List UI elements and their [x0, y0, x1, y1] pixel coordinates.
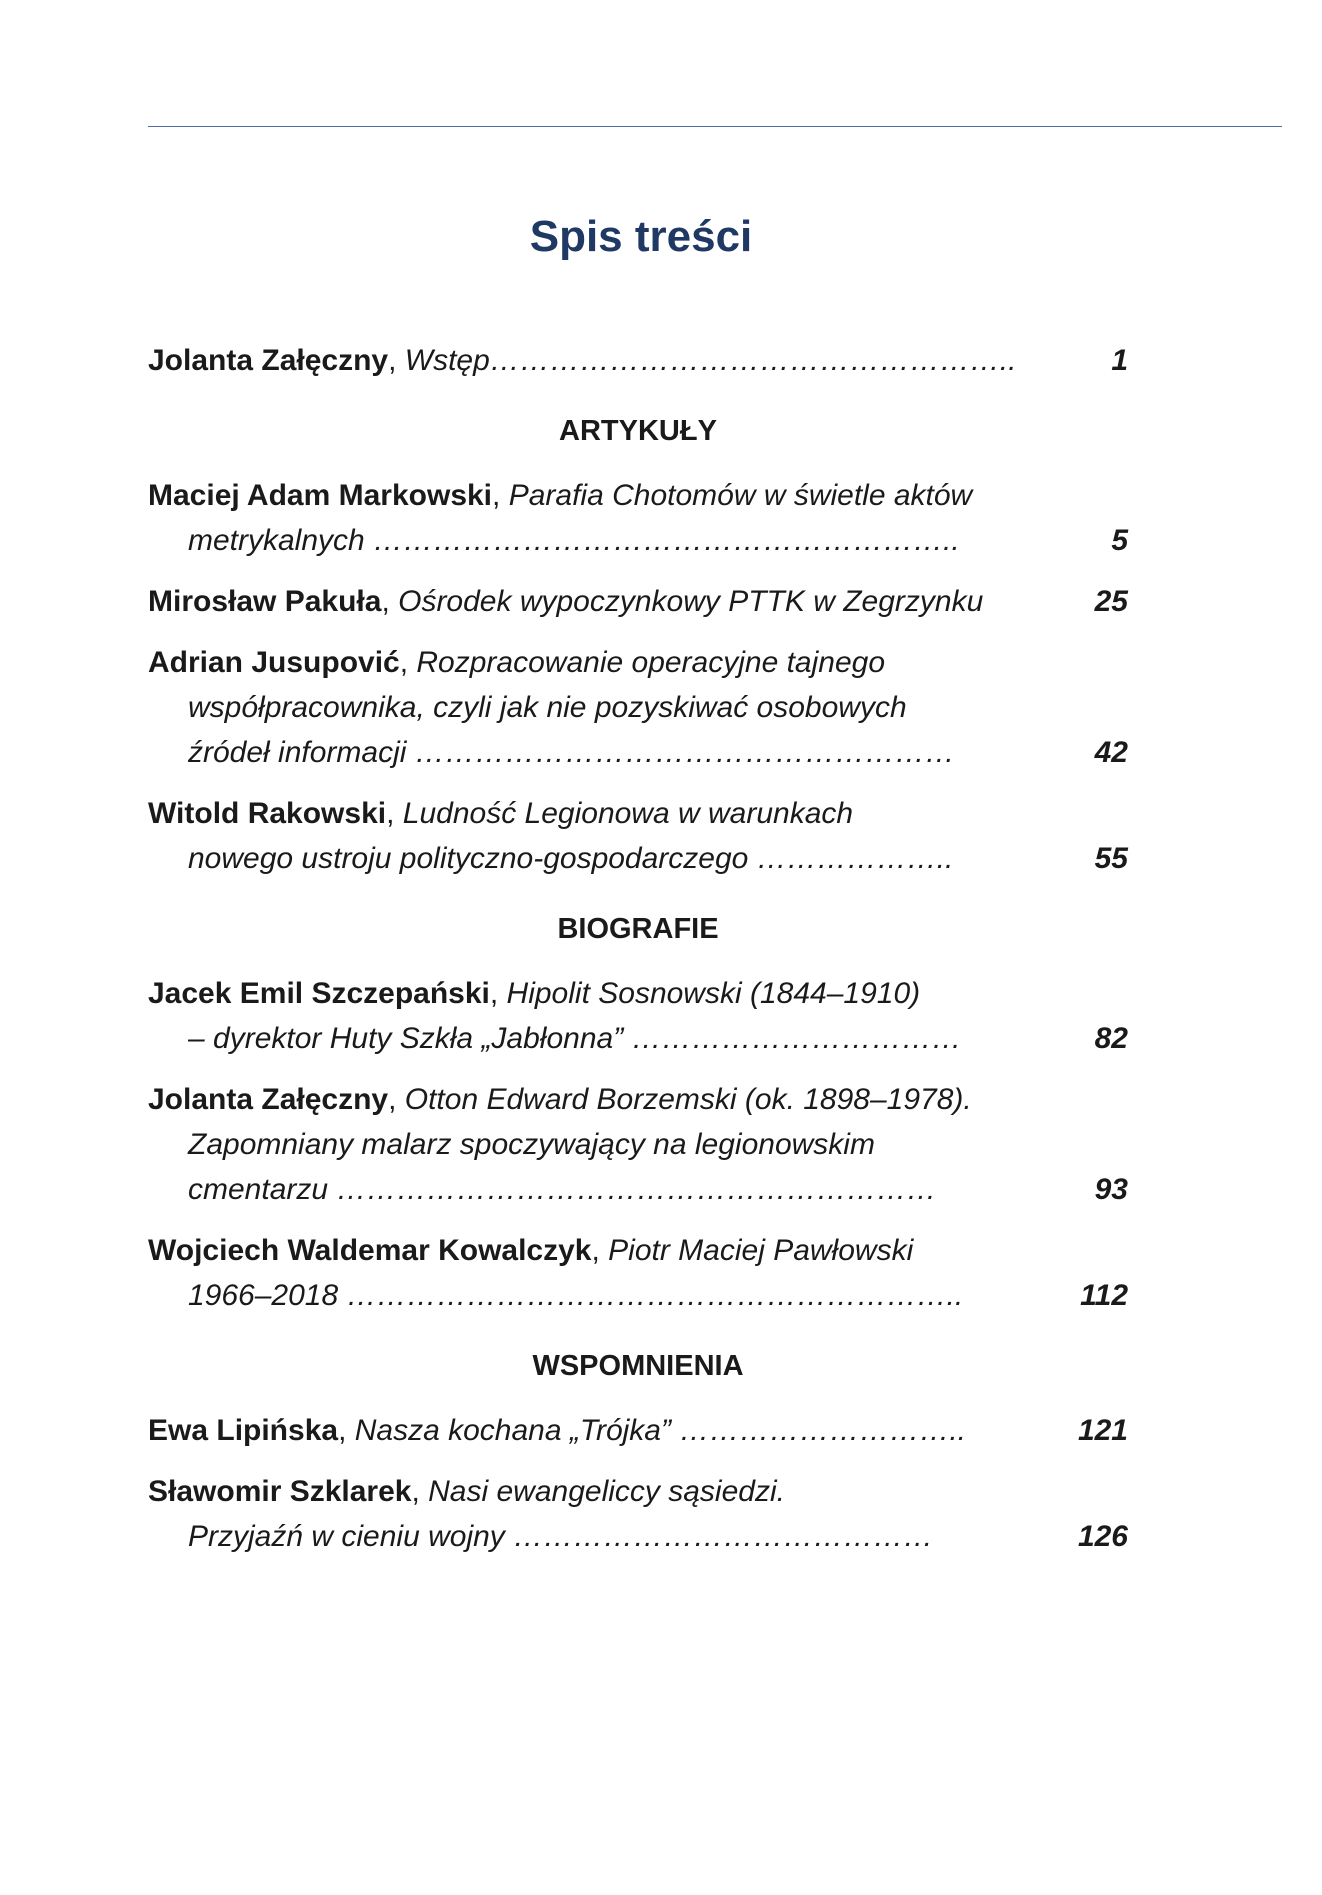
entry-author: Wojciech Waldemar Kowalczyk [148, 1234, 592, 1267]
entry-author: Adrian Jusupović [148, 646, 400, 679]
toc-entry-row [148, 791, 1128, 836]
header-rule [148, 126, 1282, 127]
toc-entry-row [148, 1167, 1128, 1212]
entry-page-number: 25 [1094, 585, 1128, 618]
entry-title: Nasi ewangeliccy sąsiedzi. [428, 1475, 785, 1508]
entry-separator: , [388, 1083, 405, 1116]
toc-entry-lipinska [148, 1408, 1128, 1453]
toc-entry-row [148, 1408, 1128, 1453]
entry-separator: , [381, 585, 399, 618]
entry-title-continued: cmentarzu …………………………………………………… [188, 1173, 937, 1206]
entry-author: Jacek Emil Szczepański [148, 977, 490, 1010]
section-heading-articles: ARTYKUŁY [559, 415, 717, 447]
toc-entry-pakula [148, 579, 1128, 624]
toc-entry-row [148, 1469, 1128, 1514]
toc-entry-row [148, 640, 1128, 685]
toc-entry-zaleczny [148, 1077, 1128, 1212]
entry-title-continued: współpracownika, czyli jak nie pozyskiwać osobowych [188, 691, 907, 724]
entry-page-number: 5 [1111, 524, 1128, 557]
toc-entry-row [148, 473, 1128, 518]
entry-separator: , [399, 646, 417, 679]
entry-title: Wstęp…………………………………………….. [404, 344, 1017, 377]
toc-entry-row [148, 1016, 1128, 1061]
toc-entry-row [148, 836, 1128, 881]
entry-title: Ośrodek wypoczynkowy PTTK w Zegrzynku [398, 585, 984, 618]
section-heading-biographies: BIOGRAFIE [557, 913, 719, 945]
entry-author: Maciej Adam Markowski [148, 479, 493, 512]
entry-separator: , [388, 344, 405, 377]
entry-separator: , [411, 1475, 429, 1508]
entry-page-number: 126 [1077, 1520, 1128, 1553]
entry-title-continued: źródeł informacji ……………………………………………… [188, 736, 955, 769]
entry-title: Piotr Maciej Pawłowski [608, 1234, 914, 1267]
toc-entry-text [148, 1408, 1058, 1453]
entry-separator: , [386, 797, 403, 830]
section-heading-memoirs: WSPOMNIENIA [532, 1350, 744, 1382]
toc-entry-text [148, 579, 1058, 624]
toc-entry-row [148, 971, 1128, 1016]
entry-title-continued: Przyjaźń w cieniu wojny …………………………………… [188, 1520, 934, 1553]
entry-page-number: 82 [1094, 1022, 1128, 1055]
toc-entry-row [148, 579, 1128, 624]
entry-title-continued: metrykalnych ………………………………………………….. [188, 524, 960, 557]
toc-entry-row [148, 338, 1128, 383]
entry-page-number: 42 [1094, 736, 1128, 769]
toc-entry-row [148, 1077, 1128, 1122]
toc-entry-szklarek [148, 1469, 1128, 1559]
entry-title-continued: nowego ustroju polityczno-gospodarczego ……………….. [188, 842, 954, 875]
entry-title-continued: Zapomniany malarz spoczywający na legionowskim [188, 1128, 875, 1161]
toc-entry-row [148, 1514, 1128, 1559]
toc-entry-row [148, 1228, 1128, 1273]
entry-page-number: 112 [1080, 1279, 1128, 1312]
toc-entry-jusupovic [148, 640, 1128, 775]
entry-title: Otton Edward Borzemski (ok. 1898–1978). [404, 1083, 972, 1116]
toc-entry-row [148, 730, 1128, 775]
toc-entry-row [148, 518, 1128, 563]
toc-entry-intro [148, 338, 1128, 383]
entry-separator: , [591, 1234, 609, 1267]
entry-title: Ludność Legionowa w warunkach [402, 797, 854, 830]
entry-page-number: 1 [1111, 344, 1128, 377]
entry-author: Sławomir Szklarek [148, 1475, 412, 1508]
entry-separator: , [492, 479, 509, 512]
toc-entry-rakowski [148, 791, 1128, 881]
entry-author: Mirosław Pakuła [148, 585, 382, 618]
toc-entry-markowski [148, 473, 1128, 563]
entry-page-number: 55 [1094, 842, 1128, 875]
page-title: Spis treści [529, 212, 753, 261]
entry-title: Rozpracowanie operacyjne tajnego [416, 646, 886, 679]
entry-author: Jolanta Załęczny [148, 344, 389, 377]
toc-entry-text [148, 338, 1058, 383]
entry-author: Ewa Lipińska [148, 1414, 339, 1447]
entry-separator: , [489, 977, 507, 1010]
entry-separator: , [338, 1414, 355, 1447]
entry-title-continued: 1966–2018 …………………………………………………….. [188, 1279, 964, 1312]
entry-title: Parafia Chotomów w świetle aktów [508, 479, 973, 512]
entry-author: Jolanta Załęczny [148, 1083, 389, 1116]
toc-entry-row [148, 1273, 1128, 1318]
table-of-contents [148, 338, 1128, 1575]
entry-title: Hipolit Sosnowski (1844–1910) [506, 977, 921, 1010]
entry-page-number: 121 [1077, 1414, 1128, 1447]
entry-title: Nasza kochana „Trójka” ……………………….. [354, 1414, 966, 1447]
entry-title-continued: – dyrektor Huty Szkła „Jabłonna” …………………………… [188, 1022, 962, 1055]
entry-author: Witold Rakowski [148, 797, 387, 830]
toc-entry-kowalczyk [148, 1228, 1128, 1318]
toc-entry-szczepanski [148, 971, 1128, 1061]
entry-page-number: 93 [1094, 1173, 1128, 1206]
